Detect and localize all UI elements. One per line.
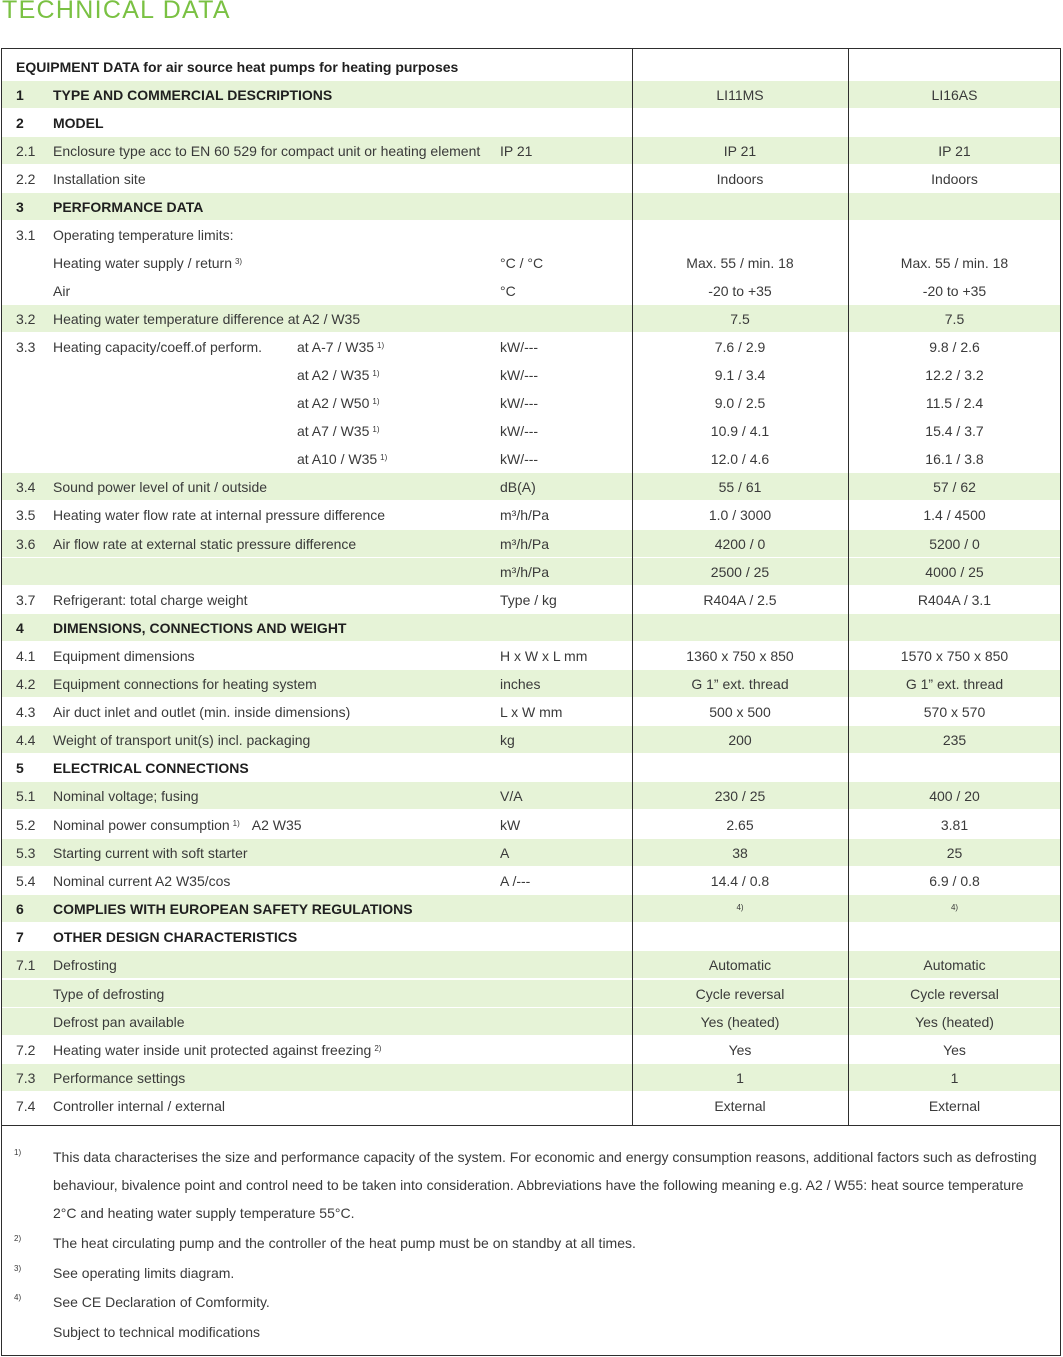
value-li11ms: External xyxy=(714,1098,766,1114)
row-number: 6 xyxy=(16,901,24,917)
value-li11ms: 7.5 xyxy=(730,311,750,327)
row-unit: °C / °C xyxy=(500,255,544,271)
table-row xyxy=(2,698,1060,726)
row-condition xyxy=(297,395,380,411)
row-number: 7.2 xyxy=(16,1042,36,1058)
row-description: Equipment dimensions xyxy=(53,648,195,664)
row-unit: kW/--- xyxy=(500,339,539,355)
value-li16as: 7.5 xyxy=(944,311,965,327)
footnote-ref: 4) xyxy=(736,903,744,912)
table-row xyxy=(2,221,1060,249)
footnote-ref: 1) xyxy=(372,369,380,378)
page-title: TECHNICAL DATA xyxy=(2,0,231,24)
footnote-text: See CE Declaration of Comformity. xyxy=(53,1294,270,1310)
section-row xyxy=(2,895,1060,923)
value-li11ms: Automatic xyxy=(708,957,772,973)
row-unit: kW/--- xyxy=(500,395,539,411)
table-bottom-rule xyxy=(2,1125,1060,1126)
value-li11ms: 7.6 / 2.9 xyxy=(714,339,766,355)
row-description: DIMENSIONS, CONNECTIONS AND WEIGHT xyxy=(53,620,347,636)
row-unit: A xyxy=(500,845,510,861)
table-row xyxy=(2,642,1060,670)
section-row xyxy=(2,109,1060,137)
section-row xyxy=(2,193,1060,221)
value-li16as: 15.4 / 3.7 xyxy=(925,423,984,439)
row-number: 3 xyxy=(16,199,24,215)
row-number: 2 xyxy=(16,115,24,131)
table-row xyxy=(2,1008,1060,1036)
table-row xyxy=(2,305,1060,333)
row-condition-text: at A10 / W35 xyxy=(297,451,378,467)
footnote-ref: 4) xyxy=(950,903,959,912)
value-li16as: 12.2 / 3.2 xyxy=(925,367,984,383)
value-li11ms: IP 21 xyxy=(723,143,757,159)
value-li16as xyxy=(849,901,1060,917)
row-description: Nominal current A2 W35/cos xyxy=(53,873,231,889)
footnote-ref: 1) xyxy=(372,397,380,406)
value-li11ms: 12.0 / 4.6 xyxy=(710,451,770,467)
value-li11ms: LI11MS xyxy=(716,87,764,103)
row-number: 2.1 xyxy=(16,143,36,159)
row-number: 4.2 xyxy=(16,676,36,692)
value-li11ms: Yes xyxy=(728,1042,752,1058)
value-li11ms: 55 / 61 xyxy=(718,479,762,495)
row-number: 3.3 xyxy=(16,339,36,355)
row-unit: m³/h/Pa xyxy=(500,507,550,523)
row-unit: m³/h/Pa xyxy=(500,536,550,552)
table-header: EQUIPMENT DATA for air source heat pumps for heating purposes xyxy=(16,59,459,75)
row-condition-text: at A2 / W50 xyxy=(297,395,370,411)
row-description: PERFORMANCE DATA xyxy=(53,199,204,215)
footnote-ref: 1) xyxy=(380,453,388,462)
row-description-wrap xyxy=(53,817,302,833)
section-row xyxy=(2,81,1060,109)
value-li11ms xyxy=(632,901,848,917)
table-row xyxy=(2,726,1060,754)
row-description: Sound power level of unit / outside xyxy=(53,479,268,495)
value-li11ms: 9.1 / 3.4 xyxy=(714,367,766,383)
row-unit: Type / kg xyxy=(500,592,557,608)
row-number: 3.5 xyxy=(16,507,36,523)
row-description: COMPLIES WITH EUROPEAN SAFETY REGULATIONS xyxy=(53,901,413,917)
row-number: 3.7 xyxy=(16,592,36,608)
value-li16as: G 1” ext. thread xyxy=(905,676,1004,692)
value-li16as: Cycle reversal xyxy=(910,986,999,1002)
value-li11ms: G 1” ext. thread xyxy=(691,676,789,692)
row-description: Heating water flow rate at internal pressure difference xyxy=(53,507,386,523)
value-li11ms: 14.4 / 0.8 xyxy=(710,873,770,889)
footnote-ref: 2) xyxy=(374,1044,382,1053)
footnote-text: See operating limits diagram. xyxy=(53,1265,235,1281)
value-li16as: 570 x 570 xyxy=(923,704,986,720)
row-description-wrap xyxy=(53,1042,381,1058)
value-li11ms: 4200 / 0 xyxy=(714,536,766,552)
table-row xyxy=(2,417,1060,445)
row-number: 4 xyxy=(16,620,24,636)
table-row xyxy=(2,811,1060,839)
row-unit: kW xyxy=(500,817,521,833)
row-description: Nominal power consumption xyxy=(53,817,230,833)
row-unit: °C xyxy=(500,283,516,299)
value-li16as: 4000 / 25 xyxy=(925,564,984,580)
table-row xyxy=(2,165,1060,193)
section-row xyxy=(2,923,1060,951)
footnote-marker: 1) xyxy=(14,1148,22,1157)
table-row xyxy=(2,530,1060,558)
row-unit: kW/--- xyxy=(500,451,539,467)
row-number: 5.4 xyxy=(16,873,36,889)
value-li16as: 16.1 / 3.8 xyxy=(925,451,984,467)
table-row xyxy=(2,473,1060,501)
row-unit: kW/--- xyxy=(500,423,539,439)
table-header-row xyxy=(2,53,1060,81)
row-description: Installation site xyxy=(53,171,146,187)
value-li11ms: 1 xyxy=(736,1070,744,1086)
value-li16as: IP 21 xyxy=(938,143,971,159)
row-unit: m³/h/Pa xyxy=(500,564,550,580)
row-description: Performance settings xyxy=(53,1070,186,1086)
value-li16as: Yes xyxy=(943,1042,966,1058)
row-number: 4.3 xyxy=(16,704,36,720)
row-number: 3.4 xyxy=(16,479,36,495)
row-description: Refrigerant: total charge weight xyxy=(53,592,248,608)
row-number: 7 xyxy=(16,929,24,945)
column-divider-1 xyxy=(632,49,633,1125)
value-li11ms: Yes (heated) xyxy=(700,1014,780,1030)
footnote-ref: 1) xyxy=(232,819,240,828)
footnote-marker: 3) xyxy=(14,1264,22,1273)
section-row xyxy=(2,754,1060,782)
row-number: 3.1 xyxy=(16,227,36,243)
row-description: Air xyxy=(53,283,71,299)
value-li11ms: 500 x 500 xyxy=(709,704,771,720)
technical-data-table xyxy=(1,48,1061,1356)
row-unit: L x W mm xyxy=(500,704,563,720)
value-li16as: 25 xyxy=(946,845,963,861)
value-li16as: 235 xyxy=(942,732,967,748)
row-description: Defrosting xyxy=(53,957,117,973)
value-li16as: 57 / 62 xyxy=(933,479,976,495)
row-unit: dB(A) xyxy=(500,479,536,495)
table-row xyxy=(2,951,1060,979)
row-number: 7.4 xyxy=(16,1098,36,1114)
value-li11ms: 38 xyxy=(732,845,748,861)
table-row xyxy=(2,558,1060,586)
value-li11ms: 10.9 / 4.1 xyxy=(710,423,770,439)
table-row xyxy=(2,445,1060,473)
row-unit: kW/--- xyxy=(500,367,539,383)
table-row xyxy=(2,782,1060,810)
footnote-ref: 1) xyxy=(372,425,380,434)
value-li11ms: 2500 / 25 xyxy=(710,564,770,580)
row-number: 4.4 xyxy=(16,732,36,748)
footnote-ref: 3) xyxy=(234,257,243,266)
table-row xyxy=(2,277,1060,305)
value-li16as: LI16AS xyxy=(931,87,978,103)
row-description: OTHER DESIGN CHARACTERISTICS xyxy=(53,929,298,945)
row-condition-text: at A7 / W35 xyxy=(297,423,370,439)
row-number: 5.3 xyxy=(16,845,36,861)
value-li11ms: 230 / 25 xyxy=(714,788,766,804)
table-row xyxy=(2,333,1060,361)
value-li11ms: -20 to +35 xyxy=(708,283,772,299)
row-number: 1 xyxy=(16,87,24,103)
value-li16as: 3.81 xyxy=(940,817,969,833)
table-row xyxy=(2,586,1060,614)
row-description: Air flow rate at external static pressure difference xyxy=(53,536,357,552)
table-row xyxy=(2,249,1060,277)
value-li16as: 6.9 / 0.8 xyxy=(929,873,980,889)
value-li16as: Automatic xyxy=(923,957,986,973)
value-li16as: 11.5 / 2.4 xyxy=(925,395,984,411)
footnote-text: The heat circulating pump and the controller of the heat pump must be on standby at all times. xyxy=(53,1235,636,1251)
table-row xyxy=(2,361,1060,389)
table-row xyxy=(2,670,1060,698)
value-li16as: External xyxy=(928,1098,981,1114)
table-row xyxy=(2,389,1060,417)
table-row xyxy=(2,980,1060,1008)
value-li16as: 9.8 / 2.6 xyxy=(929,339,980,355)
row-condition xyxy=(297,339,384,355)
value-li16as: 5200 / 0 xyxy=(929,536,980,552)
value-li11ms: R404A / 2.5 xyxy=(703,592,777,608)
row-unit: H x W x L mm xyxy=(500,648,588,664)
row-unit: A /--- xyxy=(500,873,531,889)
row-description: Enclosure type acc to EN 60 529 for compact unit or heating element xyxy=(53,143,481,159)
row-description-suffix: A2 W35 xyxy=(251,817,302,833)
row-number: 5.1 xyxy=(16,788,36,804)
row-description: Nominal voltage; fusing xyxy=(53,788,199,804)
footnote-text: Subject to technical modifications xyxy=(53,1324,260,1340)
table-row xyxy=(2,1036,1060,1064)
value-li16as: R404A / 3.1 xyxy=(917,592,992,608)
value-li11ms: Indoors xyxy=(716,171,764,187)
table-row xyxy=(2,501,1060,529)
value-li11ms: 1.0 / 3000 xyxy=(708,507,772,523)
row-number: 5.2 xyxy=(16,817,36,833)
value-li11ms: 1360 x 750 x 850 xyxy=(686,648,794,664)
row-unit: IP 21 xyxy=(500,143,533,159)
row-unit: inches xyxy=(500,676,541,692)
row-number: 3.6 xyxy=(16,536,36,552)
row-condition-text: at A-7 / W35 xyxy=(297,339,375,355)
row-description: TYPE AND COMMERCIAL DESCRIPTIONS xyxy=(53,87,333,103)
value-li11ms: 9.0 / 2.5 xyxy=(714,395,766,411)
value-li11ms: Max. 55 / min. 18 xyxy=(686,255,794,271)
row-condition xyxy=(297,451,387,467)
value-li16as: 1.4 / 4500 xyxy=(923,507,986,523)
row-description-wrap xyxy=(53,255,242,271)
row-description: Heating water inside unit protected against freezing xyxy=(53,1042,372,1058)
row-description: Type of defrosting xyxy=(53,986,165,1002)
row-description: Air duct inlet and outlet (min. inside dimensions) xyxy=(53,704,351,720)
row-number: 7.3 xyxy=(16,1070,36,1086)
table-row xyxy=(2,867,1060,895)
value-li16as: Yes (heated) xyxy=(915,1014,994,1030)
row-description: Starting current with soft starter xyxy=(53,845,248,861)
value-li11ms: Cycle reversal xyxy=(695,986,785,1002)
value-li16as: 1 xyxy=(950,1070,959,1086)
row-description: Controller internal / external xyxy=(53,1098,225,1114)
row-description: Equipment connections for heating system xyxy=(53,676,317,692)
row-number: 4.1 xyxy=(16,648,36,664)
footnote-marker: 4) xyxy=(14,1293,22,1302)
table-row xyxy=(2,839,1060,867)
row-number: 7.1 xyxy=(16,957,36,973)
row-number: 3.2 xyxy=(16,311,36,327)
value-li16as: Indoors xyxy=(931,171,978,187)
value-li11ms: 200 xyxy=(728,732,752,748)
value-li16as: 400 / 20 xyxy=(929,788,980,804)
column-divider-2 xyxy=(848,49,849,1125)
footnote-text: This data characterises the size and performance capacity of the system. For economic and energy consumption reasons, additional factors such as defrosting behaviour, bivalence point and control need to be taken into consideration. Abbreviations have the following meaning e.g. A2 / W55: heat source temperature 2°C and heating water supply temperature 55°C. xyxy=(53,1149,1037,1221)
row-number: 5 xyxy=(16,760,24,776)
table-row xyxy=(2,1064,1060,1092)
row-unit: kg xyxy=(500,732,515,748)
row-description: ELECTRICAL CONNECTIONS xyxy=(53,760,249,776)
table-row xyxy=(2,1092,1060,1120)
row-number: 2.2 xyxy=(16,171,36,187)
row-description: Weight of transport unit(s) incl. packaging xyxy=(53,732,311,748)
row-condition-text: at A2 / W35 xyxy=(297,367,370,383)
row-description: Heating water temperature difference at A2 / W35 xyxy=(53,311,361,327)
row-description: Operating temperature limits: xyxy=(53,227,234,243)
row-condition xyxy=(297,367,380,383)
footnote-ref: 1) xyxy=(377,341,385,350)
value-li16as: -20 to +35 xyxy=(922,283,987,299)
row-description: Defrost pan available xyxy=(53,1014,185,1030)
value-li11ms: 2.65 xyxy=(726,817,754,833)
table-row xyxy=(2,137,1060,165)
row-description: MODEL xyxy=(53,115,104,131)
value-li16as: Max. 55 / min. 18 xyxy=(900,255,1009,271)
row-description: Heating capacity/coeff.of perform. xyxy=(53,339,263,355)
section-row xyxy=(2,614,1060,642)
row-description: Heating water supply / return xyxy=(53,255,232,271)
footnote-marker: 2) xyxy=(14,1234,22,1243)
row-condition xyxy=(297,423,380,439)
value-li16as: 1570 x 750 x 850 xyxy=(900,648,1009,664)
row-unit: V/A xyxy=(500,788,523,804)
